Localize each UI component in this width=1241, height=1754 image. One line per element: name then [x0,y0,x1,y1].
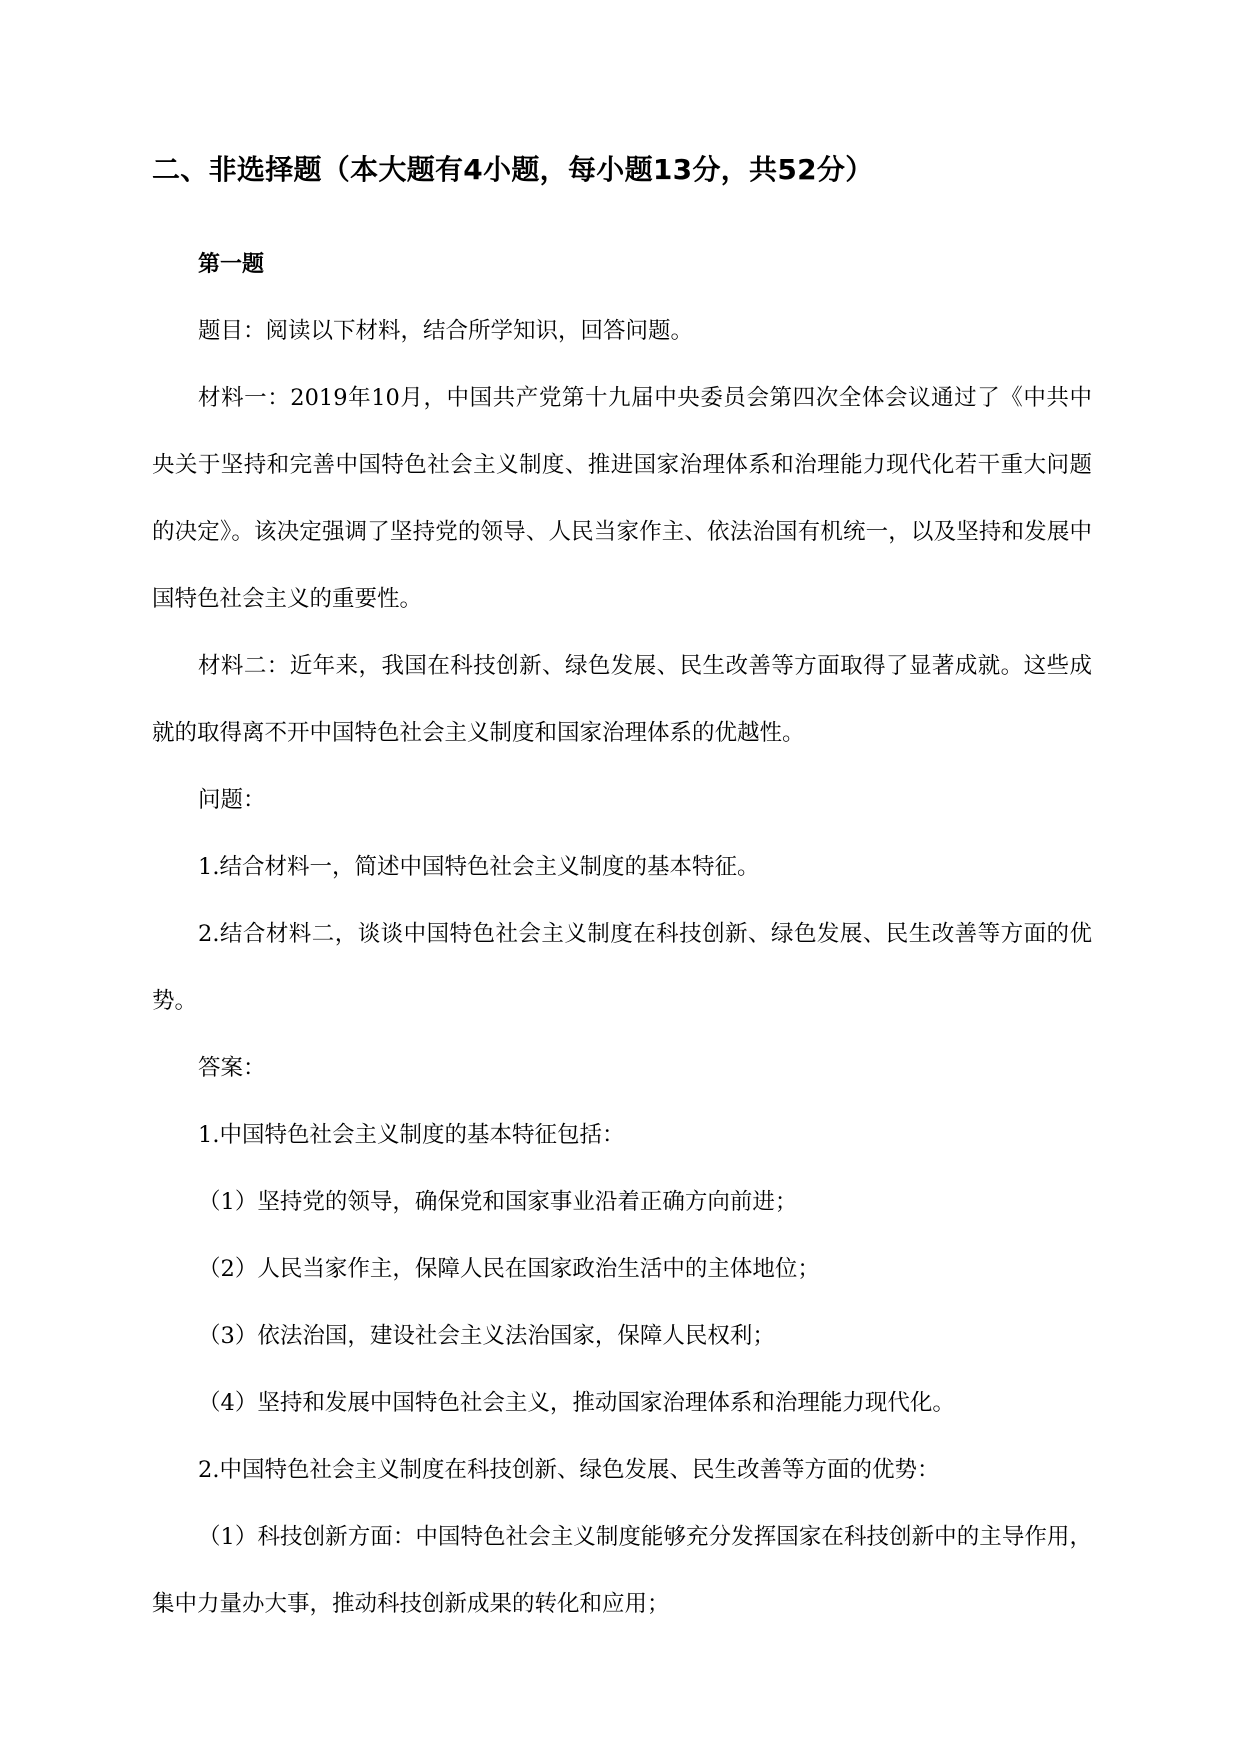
answer-1-point: （3）依法治国，建设社会主义法治国家，保障人民权利； [198,1323,775,1349]
questions-label: 问题： [198,787,266,813]
answer-2-intro: 2.中国特色社会主义制度在科技创新、绿色发展、民生改善等方面的优势： [198,1457,940,1483]
question-item-2: 2.结合材料二，谈谈中国特色社会主义制度在科技创新、绿色发展、民生改善等方面的优势。 [152,921,1092,1014]
answers-label: 答案： [198,1055,266,1081]
answer-2-point: （1）科技创新方面：中国特色社会主义制度能够充分发挥国家在科技创新中的主导作用，集中力量办大事，推动科技创新成果的转化和应用； [152,1524,1092,1617]
answer-1-point: （2）人民当家作主，保障人民在国家政治生活中的主体地位； [198,1256,820,1282]
answer-1-point: （4）坚持和发展中国特色社会主义，推动国家治理体系和治理能力现代化。 [198,1390,955,1416]
question-item-1: 1.结合材料一，简述中国特色社会主义制度的基本特征。 [198,854,760,880]
section-title: 二、非选择题（本大题有4小题，每小题13分，共52分） [152,153,874,186]
answer-1-point: （1）坚持党的领导，确保党和国家事业沿着正确方向前进； [198,1189,798,1215]
material-two: 材料二：近年来，我国在科技创新、绿色发展、民生改善等方面取得了显著成就。这些成就的取得离不开中国特色社会主义制度和国家治理体系的优越性。 [152,653,1092,746]
question-heading: 第一题 [198,252,265,277]
question-prompt: 题目：阅读以下材料，结合所学知识，回答问题。 [198,318,694,344]
answer-1-intro: 1.中国特色社会主义制度的基本特征包括： [198,1122,625,1148]
material-one: 材料一：2019年10月，中国共产党第十九届中央委员会第四次全体会议通过了《中共中央关于坚持和完善中国特色社会主义制度、推进国家治理体系和治理能力现代化若干重大问题的决定》。该决定强调了坚持党的领导、人民当家作主、依法治国有机统一，以及坚持和发展中国特色社会主义的重要性。 [152,385,1092,612]
question-body [152,231,1092,1638]
